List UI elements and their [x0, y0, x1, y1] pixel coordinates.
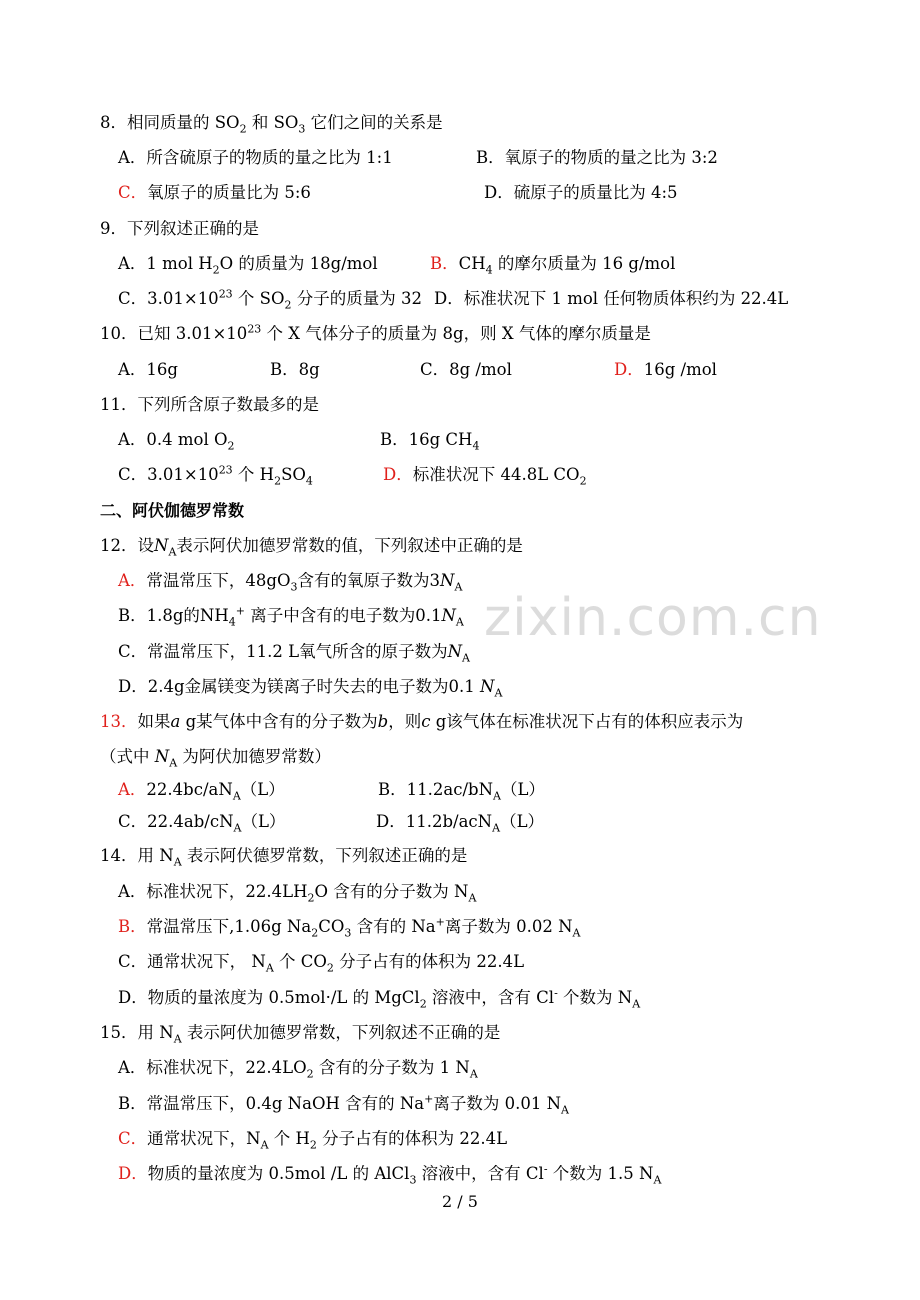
q9-option-b: B．$CH_4$ 的摩尔质量为 16 g/mol [430, 254, 676, 277]
question-9-stem: 9．下列叙述正确的是 [100, 219, 259, 238]
q11-option-a: A．0.4 mol $O_2$ [118, 430, 235, 453]
q11-option-c: C．$3.01\times 10^{23}$ 个 $H_2SO_4$ [118, 463, 313, 488]
q8-option-a: A．所含硫原子的物质的量之比为 1:1 [118, 148, 393, 167]
q13-option-c: C．$22.4ab/cN_A(L)$ [118, 812, 286, 835]
section-title: 二、阿伏伽德罗常数 [100, 501, 245, 520]
q15-option-a: A．标准状况下，$22.4LO_2$ 含有的分子数为 1 $N_A$ [118, 1058, 478, 1081]
q11-option-d: D．标准状况下 44.8L $CO_2$ [383, 465, 587, 488]
q13-option-d: D．11.2b/acN$_A$（L） [376, 812, 545, 835]
q12-option-c: C．常温常压下，11.2 L氧气所含的原子数为$N_A$ [118, 642, 470, 665]
q12-option-a: A．常温常压下，$48gO_3$含有的氧原子数为$3N_A$ [118, 571, 463, 594]
q14-option-b: B．常温常压下,1.06g $Na_2CO_3$ 含有的 Na+离子数为 0.02 $N_A$ [118, 915, 581, 940]
watermark: zixin.com.cn [484, 588, 822, 648]
q9-option-a: A．1 mol $H_2O$ 的质量为 18g/mol [118, 254, 378, 277]
page-number: 2 / 5 [442, 1192, 478, 1211]
question-13-stem: 13．如果a g某气体中含有的分子数为b，则c g该气体在标准状况下占有的体积应表示为 [100, 712, 744, 731]
q8-option-b: B．氧原子的物质的量之比为 3:2 [476, 148, 718, 167]
q10-option-b: B．8g [270, 360, 320, 379]
question-13-stem-note: （式中 $N_A$ 为阿伏加德罗常数） [100, 747, 331, 770]
question-12-stem: 12．设$N_A$表示阿伏加德罗常数的值，下列叙述中正确的是 [100, 536, 523, 559]
q15-option-d: D．物质的量浓度为 0.5mol /L 的 AlCl$_3$ 溶液中，含有 Cl- 个数为 1.5 $N_A$ [118, 1162, 662, 1187]
q15-option-b: B．常温常压下，0.4g NaOH 含有的 Na+离子数为 0.01 $N_A$ [118, 1092, 569, 1117]
q14-option-a: A．标准状况下，$22.4LH_2O$ 含有的分子数为 $N_A$ [118, 882, 477, 905]
q14-option-c: C．通常状况下， $N_A$ 个 $CO_2$ 分子占有的体积为 22.4L [118, 952, 525, 975]
question-14-stem: 14．用 $N_A$ 表示阿伏德罗常数，下列叙述正确的是 [100, 846, 468, 869]
question-11-stem: 11．下列所含原子数最多的是 [100, 395, 319, 414]
q8-option-c: C．氧原子的质量比为 5:6 [118, 183, 311, 202]
q8-option-d: D．硫原子的质量比为 4:5 [484, 183, 678, 202]
q9-option-c: C．$3.01\times 10^{23}$ 个 $SO_2$ 分子的质量为 32 [118, 287, 423, 312]
q10-option-c: C．8g /mol [420, 360, 512, 379]
q10-option-a: A．16g [118, 360, 178, 379]
question-10-stem: 10．已知 $3.01\times 10^{23}$ 个 X 气体分子的质量为 8g，则 X 气体的摩尔质量是 [100, 322, 651, 343]
question-15-stem: 15．用 $N_A$ 表示阿伏加德罗常数，下列叙述不正确的是 [100, 1023, 501, 1046]
q9-option-d: D．标准状况下 1 mol 任何物质体积约为 22.4L [434, 289, 789, 308]
q14-option-d: D．物质的量浓度为 0.5mol·/L 的 MgCl$_2$ 溶液中，含有 Cl- 个数为 $N_A$ [118, 986, 641, 1011]
q11-option-b: B．16g $CH_4$ [380, 430, 480, 453]
question-8-stem: 8．相同质量的 $SO_2$ 和 $SO_3$ 它们之间的关系是 [100, 113, 443, 136]
q12-option-b: B．1.8g的$NH_4^+$ 离子中含有的电子数为$0.1N_A$ [118, 604, 464, 629]
q10-option-d: D．16g /mol [614, 360, 717, 379]
q15-option-c: C．通常状况下，$N_A$ 个 $H_2$ 分子占有的体积为 22.4L [118, 1129, 508, 1152]
q13-option-a: A．$22.4bc/aN_A(L)$ [118, 780, 285, 803]
q12-option-d: D．2.4g金属镁变为镁离子时失去的电子数为0.1 $N_A$ [118, 677, 503, 700]
q13-option-b: B．$11.2ac/bN_A(L)$ [378, 780, 545, 803]
